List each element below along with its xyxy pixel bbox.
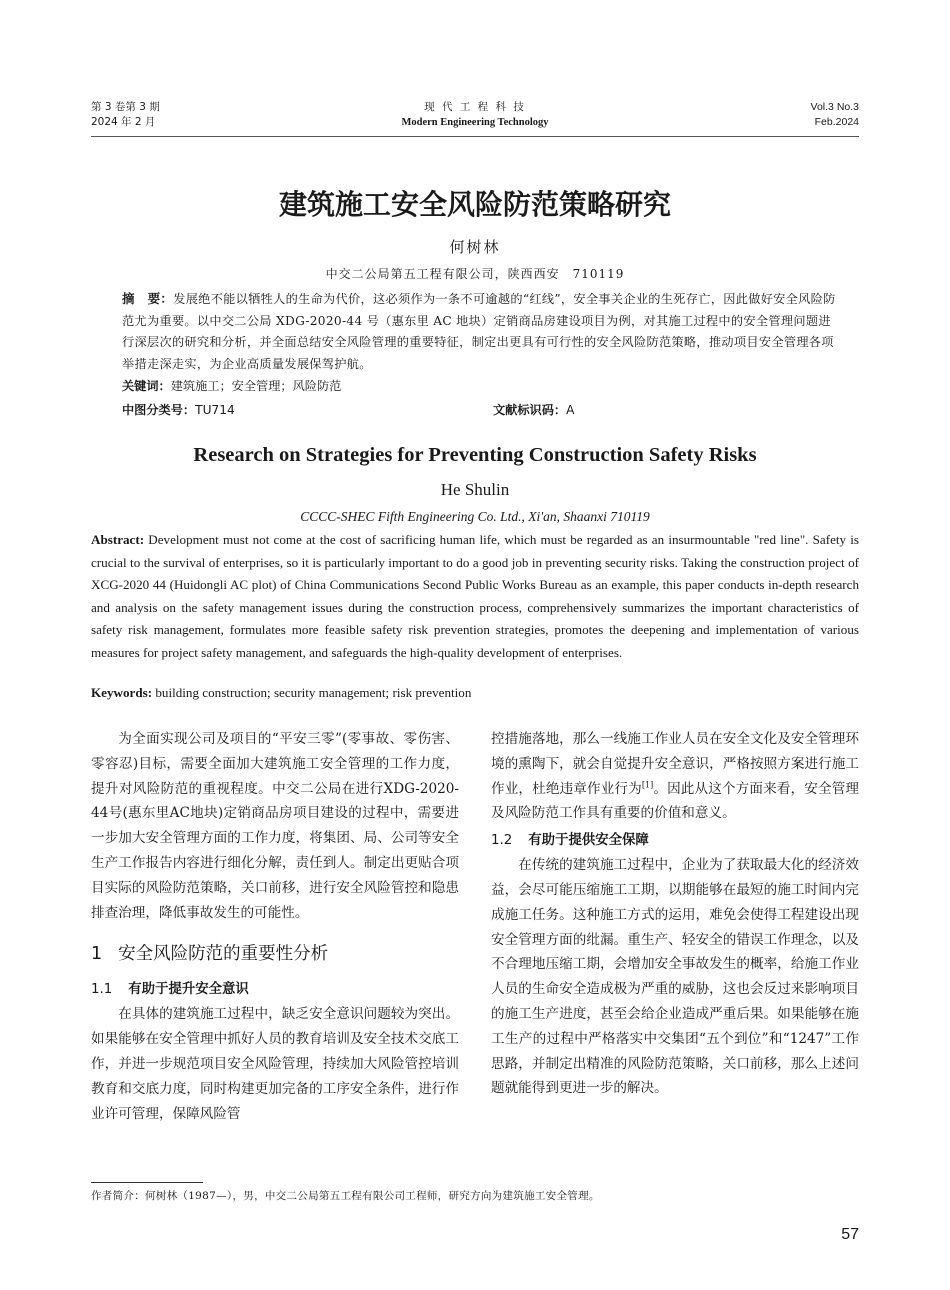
header-right (811, 100, 859, 130)
abstract-cn-label: 摘 要： (122, 291, 174, 306)
header-center (91, 100, 859, 130)
document-code (493, 401, 574, 418)
classification-number (122, 401, 235, 418)
author-en: He Shulin (440, 480, 510, 499)
section-1-1-continued (491, 727, 859, 826)
body-column-right (491, 727, 859, 1101)
keywords-cn-label: 关键词： (122, 379, 171, 393)
body-column-left (91, 727, 459, 1126)
affiliation-en: CCCC-SHEC Fifth Engineering Co. Ltd., Xi'an, Shaanxi 710119 (300, 509, 650, 524)
author-footnote: 作者简介：何树林（1987—），男，中交二公局第五工程有限公司工程师，研究方向为建筑施工安全管理。 (91, 1190, 600, 1202)
section-1-1-paragraph: 在具体的建筑施工过程中，缺乏安全意识问题较为突出。如果能够在安全管理中抓好人员的教育培训及安全技术交底工作，并进一步规范项目安全风险管理，持续加大风险管控培训教育和交底力度，同时构建更加完备的工序安全条件，进行作业许可管理，保障风险管 (91, 1006, 459, 1122)
paper-title-en: Research on Strategies for Preventing Construction Safety Risks (193, 444, 757, 466)
section-1-2-number: 1.2 (491, 833, 513, 849)
abstract-en-text: Development must not come at the cost of sacrificing human life, which must be regarded as an insurmountable "red line". Safety is crucial to the survival of enterprises, so it is particularly important to do a good job in preventing security risks. Taking the construction project of XCG-2020 44 (Huidongli AC plot) of China Communications Second Public Works Bureau as an example, this paper conducts in-depth research and analysis on the safety management issues during the construction process, comprehensively summarizes the important characteristics of safety risk management, formulates more feasible safety risk prevention strategies, promotes the deepening and implementation of various measures for project safety management, and safeguards the high-quality development of enterprises. (91, 532, 859, 660)
keywords-en-label: Keywords: (91, 685, 153, 700)
abstract-en (91, 529, 859, 665)
section-1-1-continued-a: 控措施落地，那么一线施工作业人员在安全文化及安全管理环境的熏陶下，就会自觉提升安全意识，严格按照方案进行施工作业，杜绝违章作业行为 (491, 731, 859, 797)
running-header (91, 100, 859, 130)
volume-cn: 第 3 卷第 3 期 (91, 101, 160, 113)
page-number: 57 (841, 1226, 859, 1243)
abstract-cn-text: 发展绝不能以牺牲人的生命为代价，这必须作为一条不可逾越的“红线”，安全事关企业的生死存亡，因此做好安全风险防范尤为重要。以中交二公局 XDG-2020-44 号（惠东里 AC 地块）定销商品房建设项目为例，对其施工过程中的安全管理问题进行深层次的研究和分析，并全面总结安全风险管理的重要特征，制定出更具有可行性的安全风险防范策略，推动项目安全管理各项举措走深走实，为企业高质量发展保驾护航。 (122, 292, 836, 372)
document-code-value: A (566, 403, 575, 417)
footnote-rule (91, 1182, 203, 1183)
citation-ref[interactable]: [1] (641, 780, 654, 790)
journal-title-cn: 现 代 工 程 科 技 (424, 101, 526, 113)
keywords-cn (122, 377, 341, 394)
paper-title-cn: 建筑施工安全风险防范策略研究 (278, 188, 671, 221)
section-1-1-heading (91, 977, 459, 1002)
date-cn: 2024 年 2 月 (91, 116, 156, 128)
section-1-number: 1 (91, 944, 103, 965)
date-en: Feb.2024 (814, 116, 859, 128)
section-1-heading (91, 941, 459, 967)
section-1-2-paragraph: 在传统的建筑施工过程中，企业为了获取最大化的经济效益，会尽可能压缩施工工期，以期能够在最短的施工时间内完成施工任务。这种施工方式的运用，难免会使得工程建设出现安全管理方面的纰漏。重生产、轻安全的错误工作理念，以及不合理地压缩工期，会增加安全事故发生的概率，给施工作业人员的生命安全造成极为严重的威胁，这也会反过来影响项目的施工生产进度，甚至会给企业造成严重后果。如果能够在施工生产的过程中严格落实中交集团“五个到位”和“1247”工作思路，并制定出精准的风险防范策略，关口前移，那么上述问题就能得到更进一步的解决。 (491, 857, 859, 1097)
section-1-1-number: 1.1 (91, 982, 113, 998)
author-cn: 何树林 (449, 238, 501, 256)
intro-paragraph: 为全面实现公司及项目的“平安三零”(零事故、零伤害、零容忍)目标，需要全面加大建筑施工安全管理的工作力度，提升对风险防范的重视程度。中交二公局在进行XDG-2020-44号(惠东里AC地块)定销商品房项目建设的过程中，需要进一步加大安全管理方面的工作力度，将集团、局、公司等安全生产工作报告内容进行细化分解，责任到人。制定出更贴合项目实际的风险防范策略，关口前移，进行安全风险管控和隐患排查治理，降低事故发生的可能性。 (91, 731, 459, 921)
section-1-1-title: 有助于提升安全意识 (128, 982, 249, 998)
abstract-en-label: Abstract: (91, 532, 145, 547)
journal-title-en: Modern Engineering Technology (401, 117, 549, 128)
document-code-label: 文献标识码： (493, 403, 567, 417)
classification-label: 中图分类号： (122, 403, 196, 417)
keywords-cn-text: 建筑施工；安全管理；风险防范 (170, 379, 342, 393)
keywords-en (91, 685, 471, 701)
keywords-en-text: building construction; security management; risk prevention (152, 685, 472, 700)
classification-value: TU714 (195, 403, 235, 417)
section-1-2-title: 有助于提供安全保障 (528, 833, 649, 849)
section-1-title: 安全风险防范的重要性分析 (118, 944, 329, 965)
affiliation-cn: 中交二公局第五工程有限公司，陕西西安 710119 (325, 267, 625, 281)
volume-en: Vol.3 No.3 (810, 101, 859, 113)
section-1-2-heading (491, 828, 859, 853)
abstract-cn (122, 288, 837, 376)
section-1-1-continued-b: 。因此从这个方面来看，安全管理及风险防范工作具有重要的价值和意义。 (491, 780, 860, 822)
header-rule (91, 136, 859, 137)
